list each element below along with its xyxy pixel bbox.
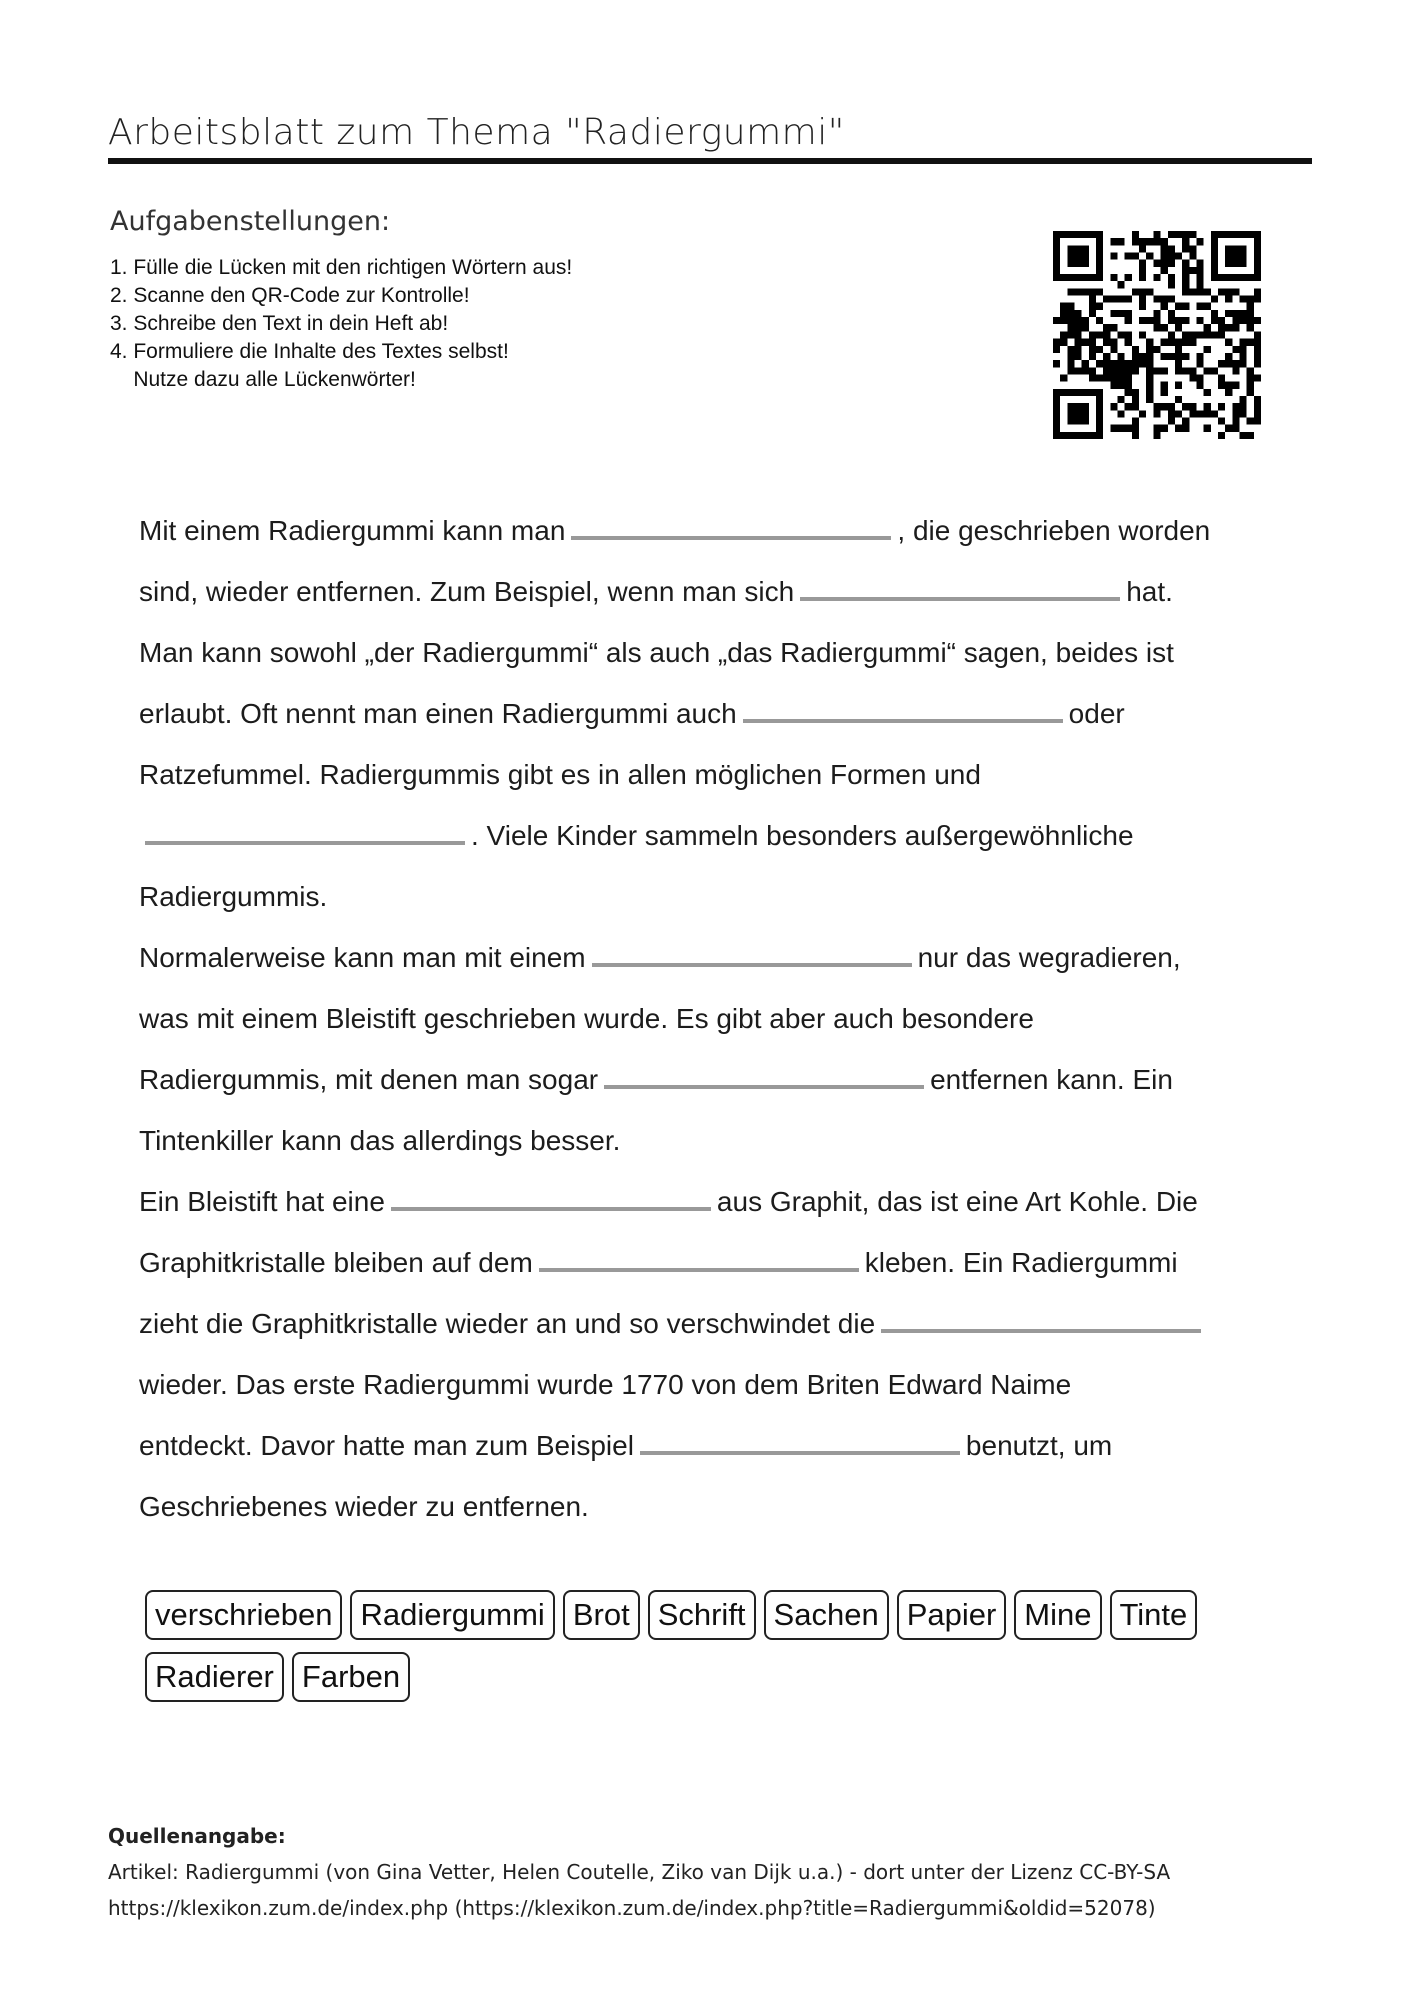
cloze-text-segment: erlaubt. Oft nennt man einen Radiergummi auch: [139, 698, 737, 729]
task-list: [110, 254, 572, 394]
task-item: 3. Schreibe den Text in dein Heft ab!: [110, 312, 449, 335]
source-article: Artikel: Radiergummi (von Gina Vetter, Helen Coutelle, Ziko van Dijk u.a.) - dort unter der Lizenz CC-BY-SA: [108, 1860, 1171, 1884]
blank-field[interactable]: [571, 514, 891, 540]
cloze-text-segment: was mit einem Bleistift geschrieben wurde. Es gibt aber auch besondere: [139, 1003, 1034, 1034]
cloze-text-segment: Ein Bleistift hat eine: [139, 1186, 385, 1217]
cloze-line: [139, 988, 1289, 1049]
cloze-text-segment: Graphitkristalle bleiben auf dem: [139, 1247, 533, 1278]
cloze-line: [139, 1171, 1289, 1232]
cloze-text-segment: entfernen kann. Ein: [930, 1064, 1173, 1095]
cloze-line: [139, 1049, 1289, 1110]
cloze-line: [139, 805, 1289, 866]
blank-field[interactable]: [539, 1246, 859, 1272]
blank-field[interactable]: [640, 1429, 960, 1455]
cloze-text-segment: oder: [1068, 698, 1125, 729]
cloze-line: [139, 622, 1289, 683]
source-heading: Quellenangabe:: [108, 1824, 286, 1848]
cloze-text-segment: . Viele Kinder sammeln besonders außergewöhnliche: [471, 820, 1134, 851]
cloze-text-segment: , die geschrieben worden: [897, 515, 1211, 546]
blank-field[interactable]: [145, 819, 465, 845]
cloze-text: [139, 500, 1289, 1537]
task-item: Nutze dazu alle Lückenwörter!: [110, 368, 416, 391]
source-url: https://klexikon.zum.de/index.php (https://klexikon.zum.de/index.php?title=Radiergummi&oldid=52078): [108, 1896, 1156, 1920]
word-card[interactable]: Papier: [897, 1590, 1007, 1640]
cloze-text-segment: sind, wieder entfernen. Zum Beispiel, wenn man sich: [139, 576, 795, 607]
cloze-line: [139, 1293, 1289, 1354]
word-card[interactable]: Mine: [1014, 1590, 1101, 1640]
qr-code-icon: [1053, 231, 1261, 439]
cloze-text-segment: Radiergummis.: [139, 881, 328, 912]
word-card[interactable]: Tinte: [1110, 1590, 1198, 1640]
cloze-text-segment: nur das wegradieren,: [917, 942, 1181, 973]
page-title: Arbeitsblatt zum Thema "Radiergummi": [108, 112, 845, 153]
cloze-text-segment: wieder. Das erste Radiergummi wurde 1770 von dem Briten Edward Naime: [139, 1369, 1072, 1400]
blank-field[interactable]: [743, 697, 1063, 723]
cloze-line: [139, 1232, 1289, 1293]
word-card[interactable]: Sachen: [764, 1590, 889, 1640]
cloze-line: [139, 1415, 1289, 1476]
cloze-line: [139, 500, 1289, 561]
cloze-line: [139, 866, 1289, 927]
task-item: 4. Formuliere die Inhalte des Textes selbst!: [110, 340, 509, 363]
cloze-text-segment: Tintenkiller kann das allerdings besser.: [139, 1125, 621, 1156]
cloze-line: [139, 744, 1289, 805]
word-card[interactable]: Farben: [292, 1652, 410, 1702]
cloze-text-segment: kleben. Ein Radiergummi: [864, 1247, 1178, 1278]
cloze-text-segment: Geschriebenes wieder zu entfernen.: [139, 1491, 589, 1522]
blank-field[interactable]: [800, 575, 1120, 601]
cloze-text-segment: Man kann sowohl „der Radiergummi“ als auch „das Radiergummi“ sagen, beides ist: [139, 637, 1174, 668]
cloze-line: [139, 927, 1289, 988]
cloze-line: [139, 561, 1289, 622]
cloze-line: [139, 683, 1289, 744]
word-bank-row: [145, 1590, 1265, 1652]
title-divider: [108, 158, 1312, 164]
blank-field[interactable]: [592, 941, 912, 967]
task-item: 2. Scanne den QR-Code zur Kontrolle!: [110, 284, 470, 307]
tasks-heading: Aufgabenstellungen:: [110, 206, 391, 237]
cloze-line: [139, 1110, 1289, 1171]
cloze-text-segment: Normalerweise kann man mit einem: [139, 942, 586, 973]
cloze-text-segment: Ratzefummel. Radiergummis gibt es in allen möglichen Formen und: [139, 759, 981, 790]
cloze-text-segment: aus Graphit, das ist eine Art Kohle. Die: [716, 1186, 1198, 1217]
cloze-text-segment: hat.: [1126, 576, 1173, 607]
word-bank: [145, 1590, 1265, 1714]
blank-field[interactable]: [391, 1185, 711, 1211]
word-card[interactable]: Radiergummi: [350, 1590, 554, 1640]
cloze-line: [139, 1476, 1289, 1537]
source-section: [108, 1818, 1170, 1926]
word-bank-row: [145, 1652, 1265, 1714]
cloze-text-segment: Mit einem Radiergummi kann man: [139, 515, 566, 546]
cloze-text-segment: benutzt, um: [965, 1430, 1113, 1461]
word-card[interactable]: verschrieben: [145, 1590, 342, 1640]
task-item: 1. Fülle die Lücken mit den richtigen Wörtern aus!: [110, 256, 573, 279]
word-card[interactable]: Brot: [563, 1590, 640, 1640]
word-card[interactable]: Schrift: [648, 1590, 756, 1640]
blank-field[interactable]: [881, 1307, 1201, 1333]
blank-field[interactable]: [604, 1063, 924, 1089]
cloze-text-segment: zieht die Graphitkristalle wieder an und so verschwindet die: [139, 1308, 876, 1339]
word-card[interactable]: Radierer: [145, 1652, 284, 1702]
cloze-text-segment: Radiergummis, mit denen man sogar: [139, 1064, 599, 1095]
cloze-line: [139, 1354, 1289, 1415]
cloze-text-segment: entdeckt. Davor hatte man zum Beispiel: [139, 1430, 634, 1461]
